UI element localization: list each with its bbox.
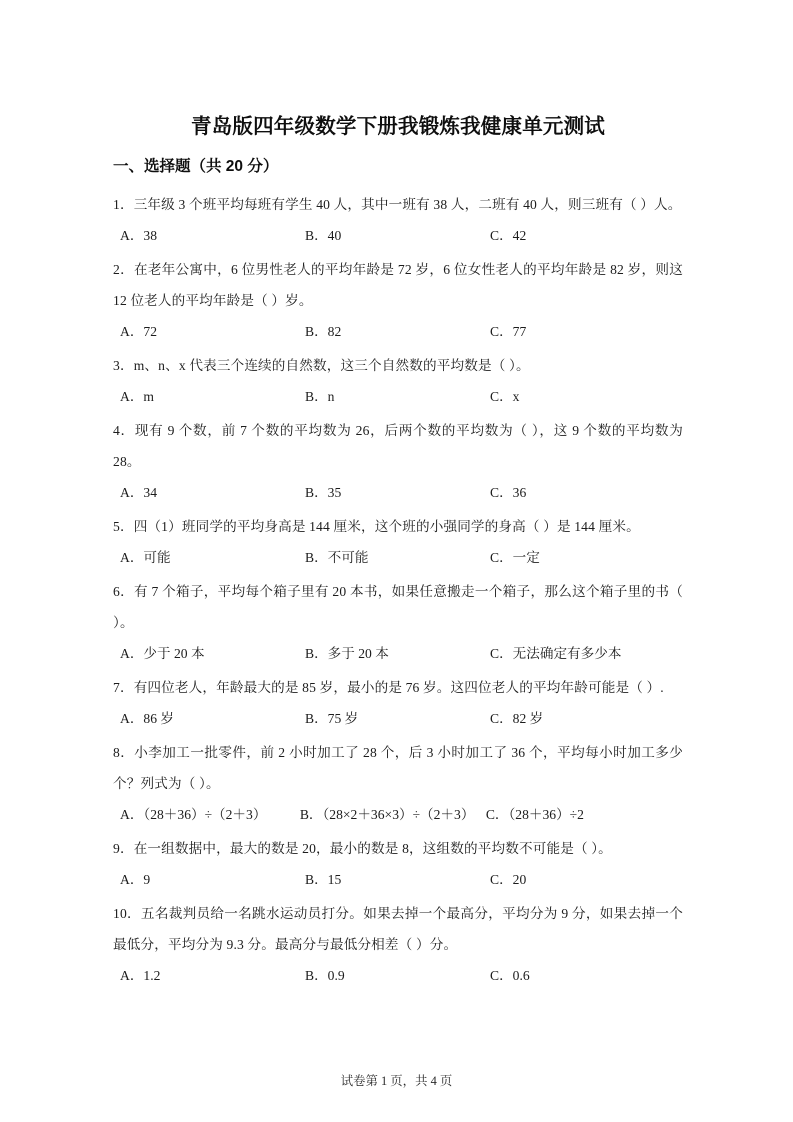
question-options — [113, 864, 683, 895]
question-stem: 2．在老年公寓中，6 位男性老人的平均年龄是 72 岁，6 位女性老人的平均年龄是 82 岁，则这 12 位老人的平均年龄是（ ）岁。 — [113, 262, 683, 308]
question-stem: 8．小李加工一批零件，前 2 小时加工了 28 个，后 3 小时加工了 36 个，平均每小时加工多少个？列式为（ ）。 — [113, 745, 683, 791]
option-c[interactable]: C．20 — [490, 872, 527, 887]
option-c[interactable]: C．42 — [490, 228, 527, 243]
question-stem: 5．四（1）班同学的平均身高是 144 厘米，这个班的小强同学的身高（ ）是 144 厘米。 — [113, 519, 640, 534]
question-stem: 9．在一组数据中，最大的数是 20，最小的数是 8，这组数的平均数不可能是（ ）。 — [113, 841, 612, 856]
option-a[interactable]: A．9 — [120, 872, 151, 887]
option-a[interactable]: A．72 — [120, 324, 158, 339]
question-options — [113, 799, 683, 830]
question-stem: 3．m、n、x 代表三个连续的自然数，这三个自然数的平均数是（ ）。 — [113, 358, 530, 373]
question-options — [113, 477, 683, 508]
page-content — [113, 112, 683, 994]
question-stem: 4．现有 9 个数，前 7 个数的平均数为 26，后两个数的平均数为（ ），这 9 个数的平均数为 28。 — [113, 423, 683, 469]
question-stem: 10．五名裁判员给一名跳水运动员打分。如果去掉一个最高分，平均分为 9 分，如果去掉一个最低分，平均分为 9.3 分。最高分与最低分相差（ ）分。 — [113, 906, 683, 952]
question-item — [113, 576, 683, 669]
question-options — [113, 703, 683, 734]
option-b[interactable]: B．75 岁 — [305, 711, 359, 726]
question-options — [113, 220, 683, 251]
option-b[interactable]: B．不可能 — [305, 550, 369, 565]
option-a[interactable]: A．可能 — [120, 550, 171, 565]
page-footer: 试卷第 1 页，共 4 页 — [340, 1074, 453, 1088]
option-c[interactable]: C．0.6 — [490, 968, 530, 983]
question-item — [113, 511, 683, 573]
question-item — [113, 672, 683, 734]
question-item — [113, 254, 683, 347]
option-c[interactable]: C．（28＋36）÷2 — [485, 807, 584, 822]
question-item — [113, 737, 683, 830]
page-title: 青岛版四年级数学下册我锻炼我健康单元测试 — [191, 115, 605, 138]
option-b[interactable]: B．（28×2＋36×3）÷（2＋3） — [299, 807, 475, 822]
question-options — [113, 960, 683, 991]
option-b[interactable]: B．多于 20 本 — [305, 646, 389, 661]
question-options — [113, 381, 683, 412]
option-b[interactable]: B．15 — [305, 872, 342, 887]
question-item — [113, 898, 683, 991]
option-c[interactable]: C．无法确定有多少本 — [490, 646, 622, 661]
question-item — [113, 415, 683, 508]
option-a[interactable]: A．86 岁 — [120, 711, 174, 726]
question-stem: 1．三年级 3 个班平均每班有学生 40 人，其中一班有 38 人，二班有 40 人，则三班有（ ）人。 — [113, 197, 682, 212]
question-options — [113, 542, 683, 573]
question-item — [113, 833, 683, 895]
option-a[interactable]: A．38 — [120, 228, 158, 243]
option-a[interactable]: A．（28＋36）÷（2＋3） — [120, 807, 267, 822]
question-item — [113, 189, 683, 251]
question-item — [113, 350, 683, 412]
option-a[interactable]: A．m — [120, 389, 154, 404]
question-stem: 6．有 7 个箱子，平均每个箱子里有 20 本书，如果任意搬走一个箱子，那么这个箱子里的书（ ）。 — [113, 584, 683, 630]
section-choice-questions — [113, 155, 683, 991]
question-stem: 7．有四位老人，年龄最大的是 85 岁，最小的是 76 岁。这四位老人的平均年龄可能是（ ）. — [113, 680, 664, 695]
option-c[interactable]: C．82 岁 — [490, 711, 544, 726]
option-c[interactable]: C．一定 — [490, 550, 540, 565]
option-a[interactable]: A．少于 20 本 — [120, 646, 205, 661]
option-b[interactable]: B．n — [305, 389, 335, 404]
option-b[interactable]: B．35 — [305, 485, 342, 500]
question-options — [113, 638, 683, 669]
option-b[interactable]: B．82 — [305, 324, 342, 339]
option-c[interactable]: C．77 — [490, 324, 527, 339]
option-b[interactable]: B．0.9 — [305, 968, 345, 983]
option-c[interactable]: C．x — [490, 389, 520, 404]
question-options — [113, 316, 683, 347]
option-b[interactable]: B．40 — [305, 228, 342, 243]
option-c[interactable]: C．36 — [490, 485, 527, 500]
option-a[interactable]: A．1.2 — [120, 968, 161, 983]
option-a[interactable]: A．34 — [120, 485, 158, 500]
section-heading: 一、选择题（共 20 分） — [113, 158, 279, 175]
